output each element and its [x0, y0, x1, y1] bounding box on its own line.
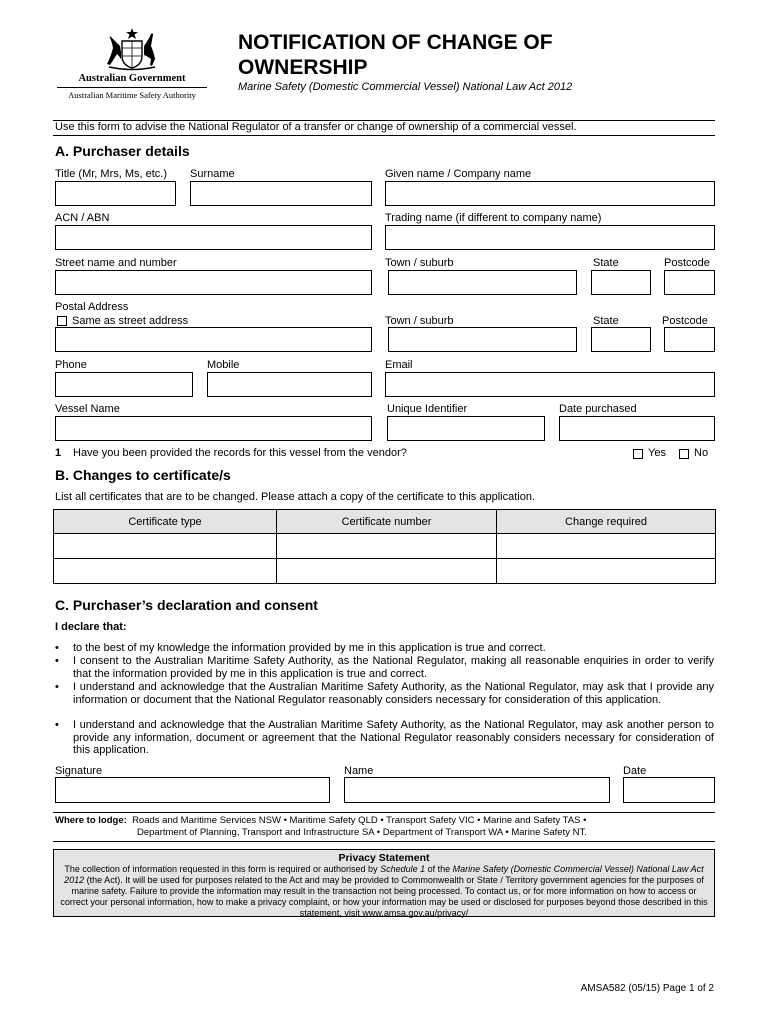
- declaration-item: I understand and acknowledge that the Australian Maritime Safety Authority, as the National Regulator, may ask that I provide any information or document that the National Regulator reasonably considers necessary for consideration of this application.: [73, 681, 714, 706]
- privacy-body: The collection of information requested in this form is required or authorised by Schedule 1 of the Marine Safety (Domestic Commercial Vessel) National Law Act 2012 (the Act). It will be used for purposes related to the Act and may be provided to Commonwealth or State / Territory government agencies for the purposes of marine safety. Failure to provide the information may result in the transaction not being processed. To contact us, or for more information on how to access or correct your personal information, how to make a privacy complaint, or how your information may be used or disclosed for purposes beyond those described in this statement, visit www.amsa.gov.au/privacy/: [60, 864, 708, 918]
- yes-label: Yes: [648, 447, 666, 459]
- signature-input[interactable]: [55, 777, 330, 803]
- state-input[interactable]: [591, 270, 651, 295]
- records-no-checkbox[interactable]: [679, 449, 689, 459]
- declaration-item: I understand and acknowledge that the Australian Maritime Safety Authority, as the National Regulator, may ask another person to provide any information, document or agreement that the National Regulator reasonably considers necessary for consideration of this application.: [73, 719, 714, 756]
- logo-divider: [57, 87, 207, 88]
- vessel-name-input[interactable]: [55, 416, 372, 441]
- mobile-input[interactable]: [207, 372, 372, 397]
- government-logo: [52, 26, 212, 100]
- unique-identifier-label: Unique Identifier: [387, 403, 468, 415]
- title-input[interactable]: [55, 181, 176, 206]
- certificates-table: [53, 509, 716, 584]
- postal-address-input[interactable]: [55, 327, 372, 352]
- records-yes-checkbox[interactable]: [633, 449, 643, 459]
- name-input[interactable]: [344, 777, 610, 803]
- no-label: No: [694, 447, 709, 459]
- table-header-row: [54, 510, 716, 534]
- intro-bottom-rule: [53, 135, 715, 136]
- certificate-number-cell[interactable]: [277, 534, 497, 559]
- lodge-line-2: Department of Planning, Transport and Infrastructure SA • Department of Transport WA • Marine Safety NT.: [137, 827, 587, 838]
- postal-town-input[interactable]: [388, 327, 577, 352]
- town-input[interactable]: [388, 270, 577, 295]
- name-label: Name: [344, 765, 374, 777]
- table-row: [54, 559, 716, 584]
- surname-label: Surname: [190, 168, 235, 180]
- footer-code: AMSA582 (05/15) Page 1 of 2: [580, 983, 714, 994]
- postcode-input[interactable]: [664, 270, 715, 295]
- change-required-cell[interactable]: [497, 559, 716, 584]
- email-input[interactable]: [385, 372, 715, 397]
- lodge-line-1: Roads and Maritime Services NSW • Maritime Safety QLD • Transport Safety VIC • Marine and Safety TAS •: [132, 815, 587, 826]
- privacy-statement: [53, 849, 715, 917]
- given-name-label: Given name / Company name: [385, 168, 532, 180]
- declaration-item: to the best of my knowledge the information provided by me in this application is true and correct.: [73, 642, 546, 654]
- column-header: Certificate type: [54, 510, 277, 534]
- postal-postcode-input[interactable]: [664, 327, 715, 352]
- coat-of-arms-icon: [97, 26, 167, 72]
- declare-heading: I declare that:: [55, 621, 127, 633]
- lodge-bottom-rule: [53, 841, 715, 842]
- trading-name-input[interactable]: [385, 225, 715, 250]
- column-header: Certificate number: [277, 510, 497, 534]
- state-label: State: [593, 257, 619, 269]
- bullet-icon: •: [55, 719, 59, 731]
- section-a-heading: A. Purchaser details: [55, 143, 190, 159]
- lodge-label: Where to lodge:: [55, 815, 127, 826]
- trading-name-label: Trading name (if different to company name): [385, 212, 602, 224]
- table-row: [54, 534, 716, 559]
- postcode-label: Postcode: [664, 257, 710, 269]
- agency-name: Australian Maritime Safety Authority: [68, 90, 196, 100]
- surname-input[interactable]: [190, 181, 372, 206]
- where-to-lodge: [55, 815, 715, 839]
- section-b-heading: B. Changes to certificate/s: [55, 467, 231, 483]
- email-label: Email: [385, 359, 413, 371]
- date-label: Date: [623, 765, 647, 777]
- street-label: Street name and number: [55, 257, 177, 269]
- town-label: Town / suburb: [385, 257, 454, 269]
- mobile-label: Mobile: [207, 359, 240, 371]
- page-subtitle: Marine Safety (Domestic Commercial Vessel) National Law Act 2012: [238, 81, 573, 93]
- change-required-cell[interactable]: [497, 534, 716, 559]
- street-input[interactable]: [55, 270, 372, 295]
- vessel-name-label: Vessel Name: [55, 403, 120, 415]
- bullet-icon: •: [55, 681, 59, 693]
- question-1-number: 1: [55, 447, 62, 459]
- bullet-icon: •: [55, 642, 59, 654]
- acn-input[interactable]: [55, 225, 372, 250]
- date-input[interactable]: [623, 777, 715, 803]
- declaration-item: I consent to the Australian Maritime Safety Authority, as the National Regulator, making all reasonable enquiries in order to verify that the information provided by me in this application is true and correct.: [73, 655, 714, 680]
- signature-label: Signature: [55, 765, 103, 777]
- section-c-heading: C. Purchaser’s declaration and consent: [55, 597, 318, 613]
- question-1-text: Have you been provided the records for this vessel from the vendor?: [73, 447, 407, 459]
- date-purchased-input[interactable]: [559, 416, 715, 441]
- same-as-street-label: Same as street address: [72, 315, 189, 327]
- postal-address-label: Postal Address: [55, 301, 129, 313]
- postal-town-label: Town / suburb: [385, 315, 454, 327]
- acn-label: ACN / ABN: [55, 212, 110, 224]
- postal-postcode-label: Postcode: [662, 315, 708, 327]
- certificate-number-cell[interactable]: [277, 559, 497, 584]
- given-name-input[interactable]: [385, 181, 715, 206]
- same-as-street-checkbox[interactable]: [57, 316, 67, 326]
- phone-input[interactable]: [55, 372, 193, 397]
- certificate-type-cell[interactable]: [54, 534, 277, 559]
- intro-text: Use this form to advise the National Regulator of a transfer or change of ownership of a commercial vessel.: [55, 121, 577, 133]
- page-title: NOTIFICATION OF CHANGE OF OWNERSHIP: [238, 31, 553, 79]
- bullet-icon: •: [55, 655, 59, 667]
- phone-label: Phone: [55, 359, 87, 371]
- section-b-instruction: List all certificates that are to be changed. Please attach a copy of the certificate to this application.: [55, 491, 535, 503]
- privacy-title: Privacy Statement: [338, 852, 430, 864]
- title-label: Title (Mr, Mrs, Ms, etc.): [55, 168, 168, 180]
- gov-name: Australian Government: [78, 73, 186, 84]
- date-purchased-label: Date purchased: [559, 403, 637, 415]
- certificate-type-cell[interactable]: [54, 559, 277, 584]
- unique-identifier-input[interactable]: [387, 416, 545, 441]
- postal-state-label: State: [593, 315, 619, 327]
- lodge-top-rule: [53, 812, 715, 813]
- postal-state-input[interactable]: [591, 327, 651, 352]
- column-header: Change required: [497, 510, 716, 534]
